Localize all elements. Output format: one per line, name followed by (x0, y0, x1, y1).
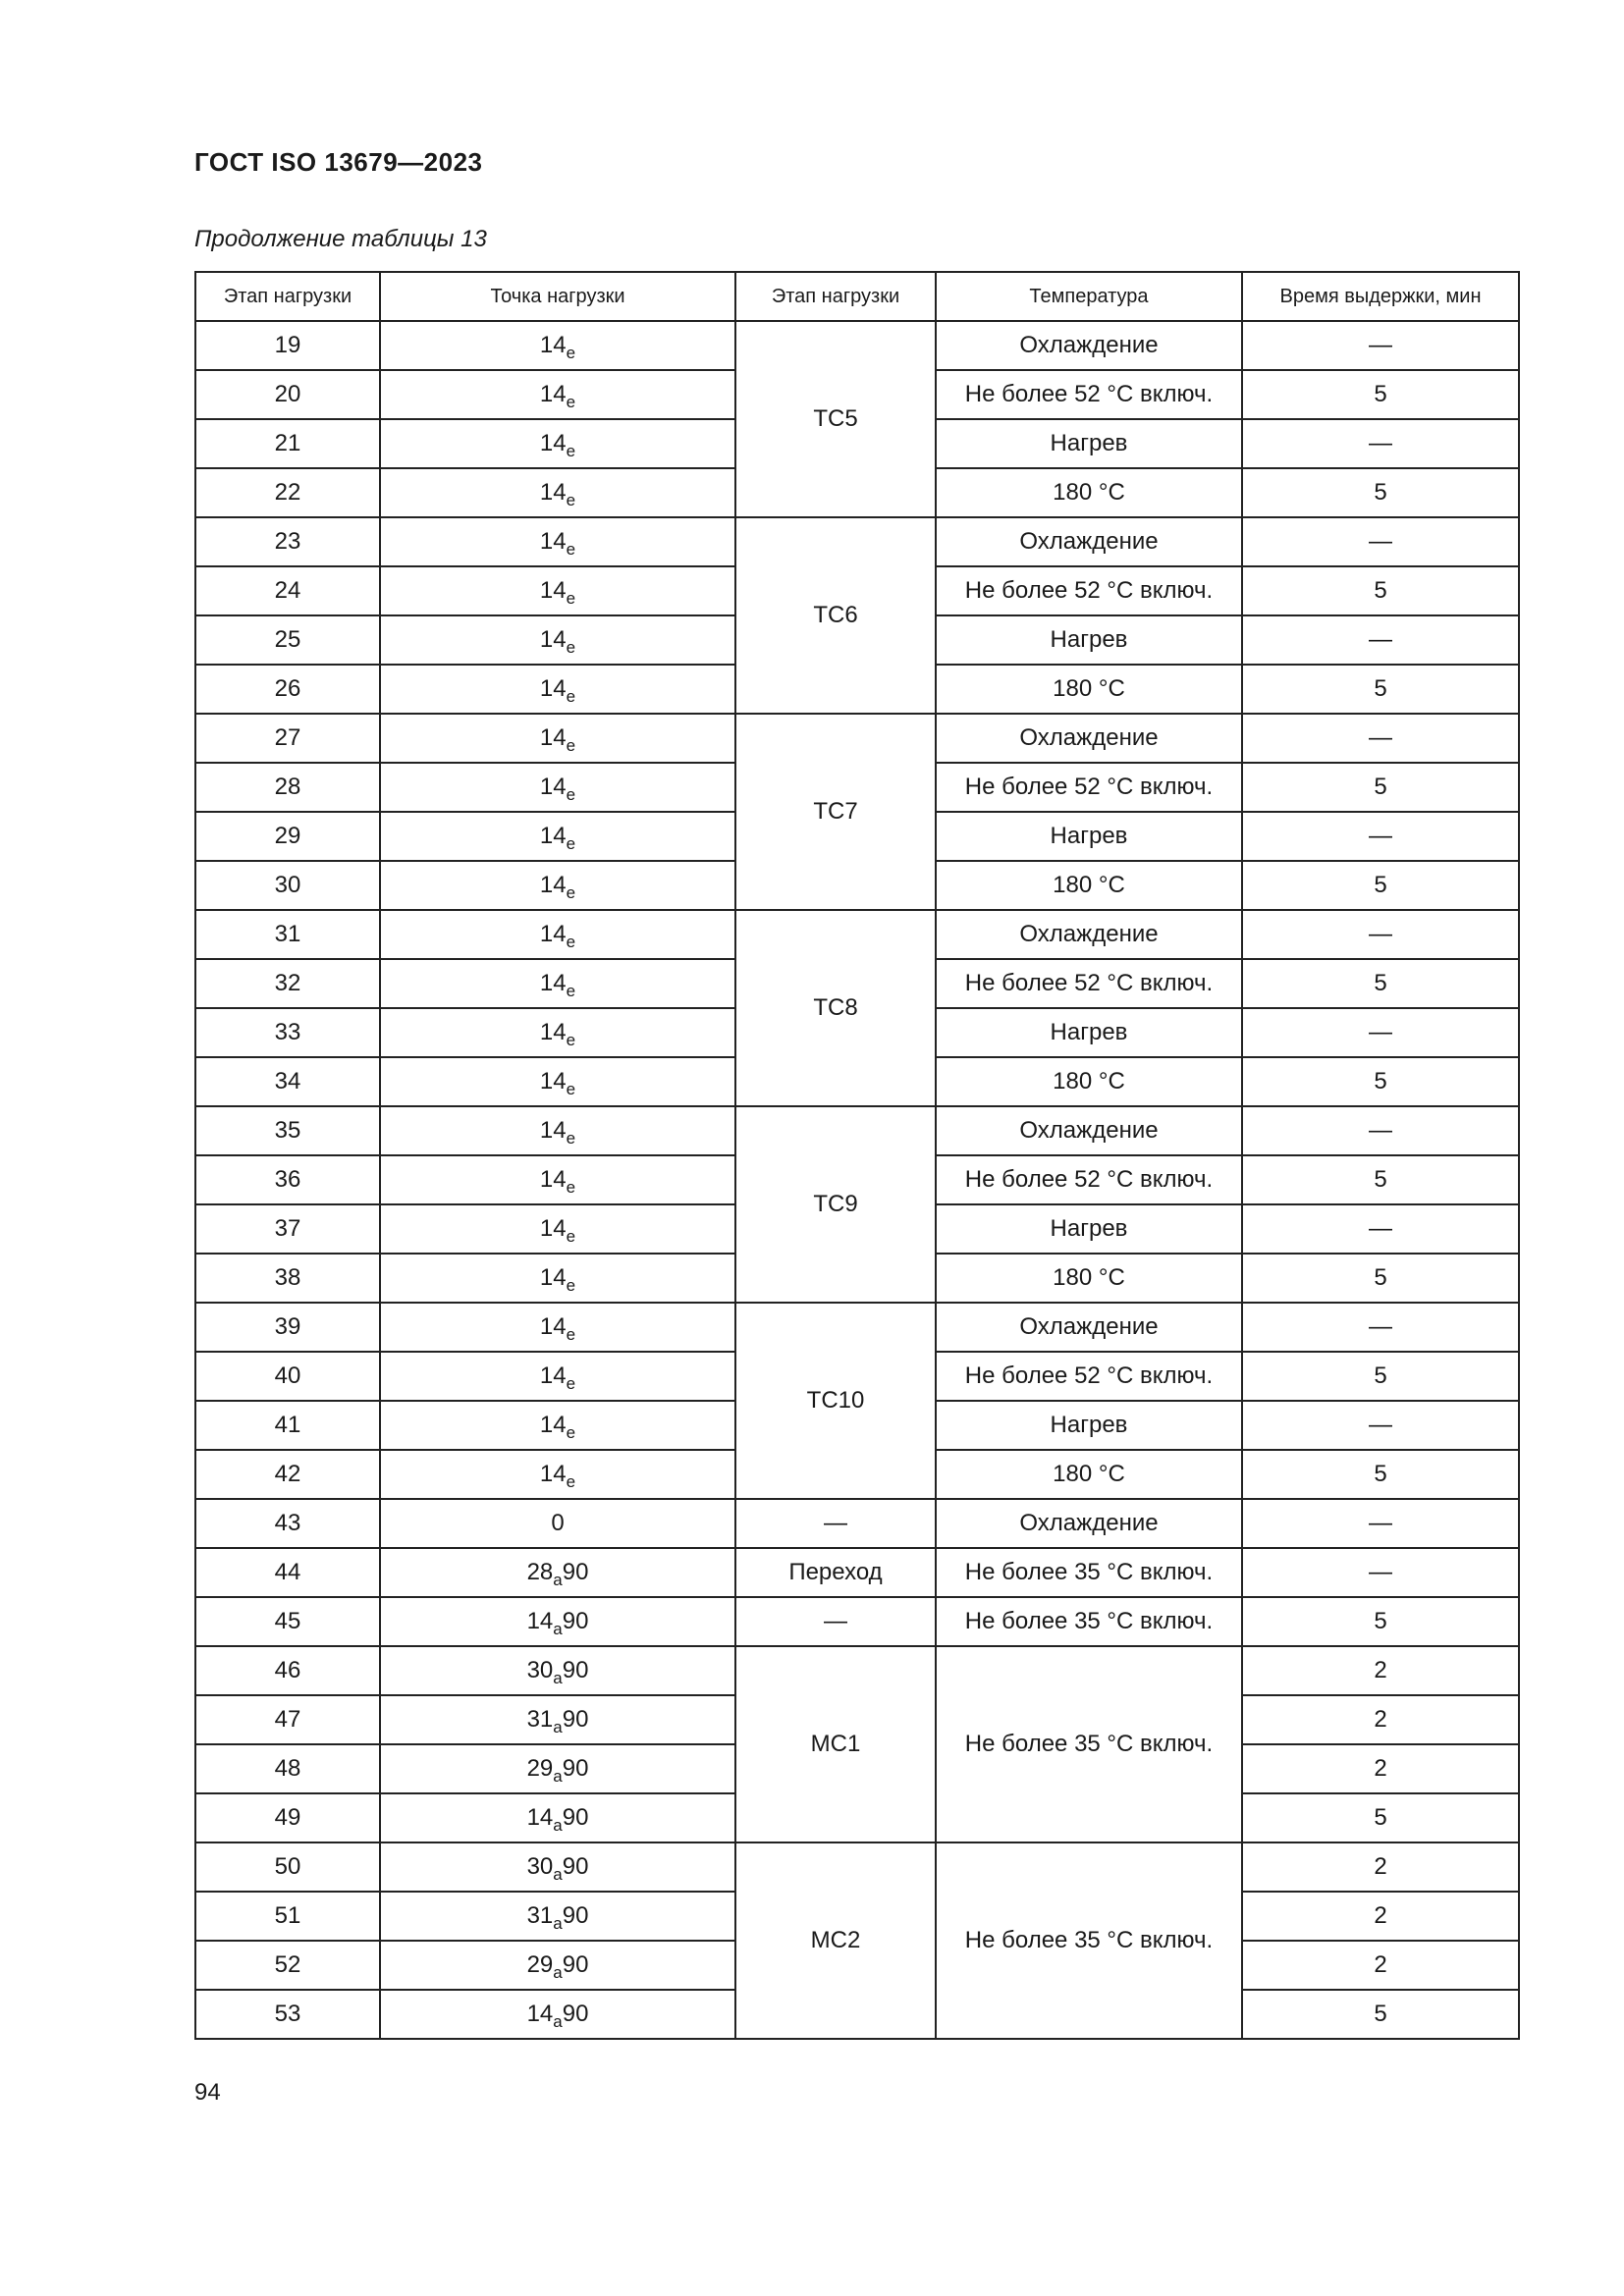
load-stage-cell: 32 (195, 959, 380, 1008)
load-point-angle: 90 (562, 1902, 589, 1929)
load-point-subscript: e (566, 982, 576, 1000)
table-body (195, 321, 1519, 2039)
load-point-cell (380, 714, 735, 763)
load-point-cell (380, 1254, 735, 1303)
load-point-cell (380, 1352, 735, 1401)
load-group-cell: MC2 (735, 1842, 936, 2039)
load-point-cell (380, 1990, 735, 2039)
load-point-base: 31 (526, 1706, 554, 1733)
load-point-base: 14 (539, 1313, 567, 1340)
hold-time-cell: 5 (1242, 1793, 1519, 1842)
load-stage-cell: 30 (195, 861, 380, 910)
hold-time-cell: 2 (1242, 1842, 1519, 1892)
load-point-angle: 90 (562, 1706, 589, 1733)
load-point-angle: 90 (562, 1853, 589, 1880)
temperature-cell: Не более 52 °С включ. (936, 566, 1242, 615)
load-point-cell (380, 1204, 735, 1254)
hold-time-cell: — (1242, 910, 1519, 959)
load-point-subscript: e (566, 1276, 576, 1295)
load-point-cell (380, 1401, 735, 1450)
load-point-subscript: e (566, 834, 576, 853)
hold-time-cell: — (1242, 1204, 1519, 1254)
temperature-cell: Охлаждение (936, 1106, 1242, 1155)
hold-time-cell: 5 (1242, 1597, 1519, 1646)
load-stage-cell: 31 (195, 910, 380, 959)
load-point-cell (380, 1695, 735, 1744)
hold-time-cell: — (1242, 419, 1519, 468)
load-point-base: 14 (539, 675, 567, 702)
temperature-cell: Не более 35 °С включ. (936, 1842, 1242, 2039)
load-point-cell (380, 1646, 735, 1695)
load-point-cell (380, 1155, 735, 1204)
load-point-base: 14 (539, 872, 567, 898)
load-point-base: 14 (539, 1412, 567, 1438)
hold-time-cell: 2 (1242, 1892, 1519, 1941)
temperature-cell: Нагрев (936, 1401, 1242, 1450)
load-stage-cell: 26 (195, 665, 380, 714)
load-point-base: 14 (539, 1215, 567, 1242)
load-point-cell (380, 1450, 735, 1499)
hold-time-cell: 5 (1242, 1352, 1519, 1401)
temperature-cell: Нагрев (936, 1008, 1242, 1057)
load-point-subscript: e (566, 1423, 576, 1442)
load-point-base: 14 (539, 577, 567, 604)
temperature-cell: Не более 52 °С включ. (936, 959, 1242, 1008)
hold-time-cell: 5 (1242, 1057, 1519, 1106)
load-stage-cell: 38 (195, 1254, 380, 1303)
table-row (195, 1597, 1519, 1646)
load-point-cell (380, 1597, 735, 1646)
load-group-cell: TC8 (735, 910, 936, 1106)
temperature-cell: 180 °С (936, 1254, 1242, 1303)
load-point-subscript: e (566, 344, 576, 362)
load-point-subscript: e (566, 442, 576, 460)
load-point-subscript: e (566, 1374, 576, 1393)
load-stage-cell: 27 (195, 714, 380, 763)
table-caption: Продолжение таблицы 13 (194, 226, 487, 252)
hold-time-cell: 2 (1242, 1646, 1519, 1695)
table-row (195, 1499, 1519, 1548)
load-point-subscript: a (553, 1767, 563, 1786)
load-point-subscript: e (566, 1031, 576, 1049)
hold-time-cell: — (1242, 714, 1519, 763)
load-point-subscript: a (553, 1718, 563, 1736)
temperature-cell: 180 °С (936, 1057, 1242, 1106)
load-point-subscript: e (566, 393, 576, 411)
load-point-subscript: e (566, 491, 576, 509)
load-point-cell (380, 370, 735, 419)
temperature-cell: Охлаждение (936, 517, 1242, 566)
load-group-cell: — (735, 1597, 936, 1646)
load-table (194, 271, 1520, 2040)
load-point-cell (380, 321, 735, 370)
load-point-subscript: e (566, 1472, 576, 1491)
hold-time-cell: 5 (1242, 1990, 1519, 2039)
load-stage-cell: 44 (195, 1548, 380, 1597)
load-point-angle: 90 (562, 1559, 589, 1585)
load-point-cell (380, 1499, 735, 1548)
load-point-cell (380, 1793, 735, 1842)
temperature-cell: Не более 52 °С включ. (936, 370, 1242, 419)
load-point-cell (380, 1744, 735, 1793)
hold-time-cell: 5 (1242, 1254, 1519, 1303)
temperature-cell: Охлаждение (936, 321, 1242, 370)
load-point-cell (380, 566, 735, 615)
load-point-subscript: a (553, 2012, 563, 2031)
temperature-cell: Охлаждение (936, 910, 1242, 959)
load-stage-cell: 21 (195, 419, 380, 468)
hold-time-cell: — (1242, 1303, 1519, 1352)
load-point-angle: 90 (562, 1755, 589, 1782)
temperature-cell: Нагрев (936, 615, 1242, 665)
load-stage-cell: 52 (195, 1941, 380, 1990)
temperature-cell: Охлаждение (936, 714, 1242, 763)
load-point-subscript: e (566, 540, 576, 559)
load-stage-cell: 23 (195, 517, 380, 566)
load-point-cell (380, 959, 735, 1008)
load-point-base: 14 (539, 430, 567, 456)
load-point-angle: 90 (562, 1804, 589, 1831)
load-stage-cell: 24 (195, 566, 380, 615)
load-point-cell (380, 1548, 735, 1597)
load-point-base: 14 (539, 1166, 567, 1193)
load-stage-cell: 34 (195, 1057, 380, 1106)
load-stage-cell: 28 (195, 763, 380, 812)
load-stage-cell: 36 (195, 1155, 380, 1204)
load-point-cell (380, 1892, 735, 1941)
hold-time-cell: 5 (1242, 566, 1519, 615)
temperature-cell: 180 °С (936, 665, 1242, 714)
temperature-cell: Не более 35 °С включ. (936, 1548, 1242, 1597)
load-point-base: 30 (526, 1853, 554, 1880)
hold-time-cell: — (1242, 1548, 1519, 1597)
load-point-angle: 90 (562, 1657, 589, 1683)
load-stage-cell: 46 (195, 1646, 380, 1695)
load-point-subscript: a (553, 1669, 563, 1687)
table-row (195, 517, 1519, 566)
column-header-load-point: Точка нагрузки (380, 272, 735, 321)
hold-time-cell: 5 (1242, 665, 1519, 714)
load-stage-cell: 25 (195, 615, 380, 665)
load-stage-cell: 43 (195, 1499, 380, 1548)
load-point-angle: 90 (562, 2001, 589, 2027)
load-stage-cell: 19 (195, 321, 380, 370)
column-header-load-stage: Этап нагрузки (195, 272, 380, 321)
load-point-base: 14 (539, 1362, 567, 1389)
load-point-subscript: a (553, 1963, 563, 1982)
hold-time-cell: 5 (1242, 370, 1519, 419)
load-point-subscript: e (566, 638, 576, 657)
load-point-cell (380, 812, 735, 861)
load-point-base: 14 (539, 479, 567, 506)
load-point-base: 14 (539, 724, 567, 751)
load-group-cell: TC9 (735, 1106, 936, 1303)
load-point-base: 14 (539, 774, 567, 800)
hold-time-cell: 2 (1242, 1941, 1519, 1990)
column-header-load-group: Этап нагрузки (735, 272, 936, 321)
load-point-base: 14 (539, 921, 567, 947)
hold-time-cell: 5 (1242, 468, 1519, 517)
load-point-cell (380, 1057, 735, 1106)
load-point-base: 14 (539, 970, 567, 996)
document-title: ГОСТ ISO 13679—2023 (194, 147, 483, 177)
load-point-cell (380, 1941, 735, 1990)
load-point-base: 0 (551, 1510, 565, 1536)
hold-time-cell: — (1242, 321, 1519, 370)
page-number: 94 (194, 2079, 221, 2106)
column-header-hold-time: Время выдержки, мин (1242, 272, 1519, 321)
load-point-subscript: e (566, 933, 576, 951)
hold-time-cell: — (1242, 1401, 1519, 1450)
load-stage-cell: 29 (195, 812, 380, 861)
load-point-base: 14 (539, 381, 567, 407)
load-point-subscript: e (566, 589, 576, 608)
temperature-cell: Не более 35 °С включ. (936, 1597, 1242, 1646)
table-row (195, 1646, 1519, 1695)
load-stage-cell: 41 (195, 1401, 380, 1450)
load-point-base: 28 (526, 1559, 554, 1585)
hold-time-cell: — (1242, 1499, 1519, 1548)
load-point-subscript: e (566, 1325, 576, 1344)
load-point-base: 14 (526, 1804, 554, 1831)
load-stage-cell: 33 (195, 1008, 380, 1057)
column-header-temperature: Температура (936, 272, 1242, 321)
load-point-subscript: a (553, 1816, 563, 1835)
load-point-cell (380, 468, 735, 517)
hold-time-cell: 5 (1242, 861, 1519, 910)
temperature-cell: Нагрев (936, 419, 1242, 468)
load-point-base: 14 (539, 1264, 567, 1291)
load-point-cell (380, 910, 735, 959)
load-point-cell (380, 1842, 735, 1892)
load-stage-cell: 50 (195, 1842, 380, 1892)
load-point-subscript: e (566, 736, 576, 755)
table-header-row (195, 272, 1519, 321)
load-point-angle: 90 (562, 1608, 589, 1634)
load-point-base: 14 (539, 1461, 567, 1487)
table-row (195, 1106, 1519, 1155)
load-point-cell (380, 419, 735, 468)
load-stage-cell: 22 (195, 468, 380, 517)
load-point-base: 29 (526, 1951, 554, 1978)
load-point-subscript: e (566, 883, 576, 902)
load-group-cell: TC10 (735, 1303, 936, 1499)
temperature-cell: Не более 52 °С включ. (936, 763, 1242, 812)
load-point-base: 29 (526, 1755, 554, 1782)
hold-time-cell: — (1242, 517, 1519, 566)
load-point-base: 14 (539, 1019, 567, 1045)
load-group-cell: MC1 (735, 1646, 936, 1842)
load-point-subscript: a (553, 1571, 563, 1589)
load-point-base: 14 (539, 626, 567, 653)
load-point-cell (380, 1008, 735, 1057)
load-point-cell (380, 517, 735, 566)
table-row (195, 1548, 1519, 1597)
hold-time-cell: 5 (1242, 959, 1519, 1008)
table-row (195, 1842, 1519, 1892)
load-point-subscript: e (566, 1080, 576, 1098)
hold-time-cell: — (1242, 812, 1519, 861)
table-row (195, 321, 1519, 370)
load-point-base: 14 (526, 1608, 554, 1634)
load-stage-cell: 40 (195, 1352, 380, 1401)
load-point-subscript: e (566, 785, 576, 804)
load-group-cell: TC5 (735, 321, 936, 517)
load-group-cell: — (735, 1499, 936, 1548)
temperature-cell: Нагрев (936, 1204, 1242, 1254)
load-point-subscript: e (566, 687, 576, 706)
hold-time-cell: — (1242, 615, 1519, 665)
load-group-cell: TC7 (735, 714, 936, 910)
hold-time-cell: — (1242, 1106, 1519, 1155)
load-point-base: 30 (526, 1657, 554, 1683)
load-point-base: 14 (539, 528, 567, 555)
load-stage-cell: 45 (195, 1597, 380, 1646)
load-stage-cell: 20 (195, 370, 380, 419)
load-point-cell (380, 763, 735, 812)
load-point-angle: 90 (562, 1951, 589, 1978)
load-point-subscript: a (553, 1865, 563, 1884)
temperature-cell: Охлаждение (936, 1303, 1242, 1352)
load-point-base: 14 (539, 823, 567, 849)
hold-time-cell: — (1242, 1008, 1519, 1057)
temperature-cell: 180 °С (936, 468, 1242, 517)
table-row (195, 1303, 1519, 1352)
load-group-cell: TC6 (735, 517, 936, 714)
load-stage-cell: 51 (195, 1892, 380, 1941)
hold-time-cell: 5 (1242, 1450, 1519, 1499)
temperature-cell: Не более 35 °С включ. (936, 1646, 1242, 1842)
temperature-cell: 180 °С (936, 861, 1242, 910)
temperature-cell: Не более 52 °С включ. (936, 1155, 1242, 1204)
load-point-subscript: a (553, 1914, 563, 1933)
load-point-cell (380, 861, 735, 910)
table-row (195, 714, 1519, 763)
load-point-subscript: e (566, 1129, 576, 1148)
hold-time-cell: 2 (1242, 1744, 1519, 1793)
temperature-cell: Не более 52 °С включ. (936, 1352, 1242, 1401)
load-point-cell (380, 1106, 735, 1155)
load-point-subscript: e (566, 1227, 576, 1246)
temperature-cell: 180 °С (936, 1450, 1242, 1499)
load-group-cell: Переход (735, 1548, 936, 1597)
load-point-cell (380, 665, 735, 714)
hold-time-cell: 2 (1242, 1695, 1519, 1744)
load-point-base: 14 (539, 332, 567, 358)
load-stage-cell: 48 (195, 1744, 380, 1793)
load-stage-cell: 37 (195, 1204, 380, 1254)
load-point-base: 14 (539, 1117, 567, 1144)
load-point-cell (380, 1303, 735, 1352)
temperature-cell: Охлаждение (936, 1499, 1242, 1548)
load-stage-cell: 47 (195, 1695, 380, 1744)
load-point-cell (380, 615, 735, 665)
hold-time-cell: 5 (1242, 763, 1519, 812)
table-row (195, 910, 1519, 959)
load-point-subscript: a (553, 1620, 563, 1638)
load-stage-cell: 35 (195, 1106, 380, 1155)
load-stage-cell: 42 (195, 1450, 380, 1499)
load-point-base: 14 (539, 1068, 567, 1095)
temperature-cell: Нагрев (936, 812, 1242, 861)
load-point-base: 14 (526, 2001, 554, 2027)
load-stage-cell: 39 (195, 1303, 380, 1352)
load-stage-cell: 49 (195, 1793, 380, 1842)
load-stage-cell: 53 (195, 1990, 380, 2039)
load-point-base: 31 (526, 1902, 554, 1929)
hold-time-cell: 5 (1242, 1155, 1519, 1204)
load-point-subscript: e (566, 1178, 576, 1197)
